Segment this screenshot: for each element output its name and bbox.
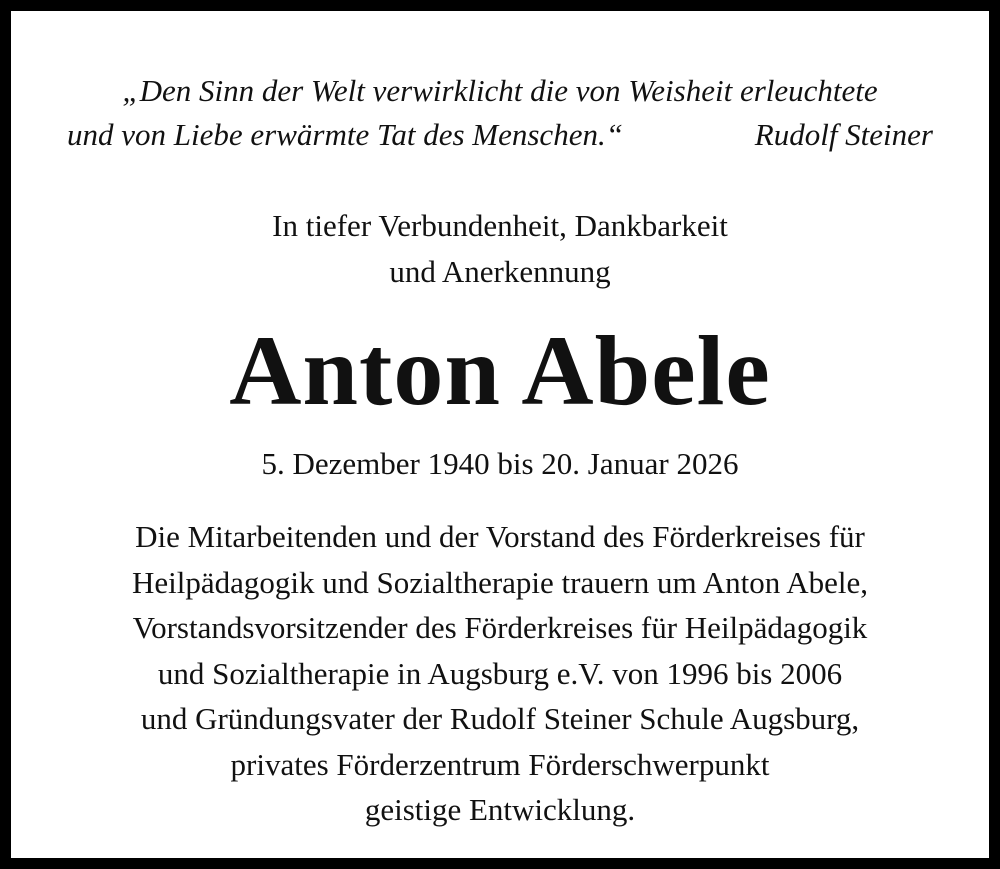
body-text	[11, 514, 989, 833]
quote-line-1: „Den Sinn der Welt verwirklicht die von Weisheit erleuchtete	[122, 73, 878, 108]
body-line: privates Förderzentrum Förderschwerpunkt	[230, 746, 770, 782]
quote-author: Rudolf Steiner	[754, 117, 933, 152]
body-line: Die Mitarbeitenden und der Vorstand des Förderkreises für	[135, 519, 865, 554]
body-line: und Gründungsvater der Rudolf Steiner Schule Augsburg,	[140, 701, 860, 736]
life-dates: 5. Dezember 1940 bis 20. Januar 2026	[261, 446, 739, 481]
body-line: Heilpädagogik und Sozialtherapie trauern um Anton Abele,	[131, 564, 869, 600]
body-line: Vorstandsvorsitzender des Förderkreises für Heilpädagogik	[132, 610, 868, 645]
quote	[11, 69, 989, 157]
intro-line: In tiefer Verbundenheit, Dankbarkeit	[272, 208, 728, 243]
body-line: und Sozialtherapie in Augsburg e.V. von 1996 bis 2006	[157, 655, 843, 691]
deceased-name: Anton Abele	[229, 315, 771, 426]
quote-line-2: und von Liebe erwärmte Tat des Menschen.“	[67, 117, 623, 152]
body-line: geistige Entwicklung.	[364, 792, 636, 827]
intro	[11, 203, 989, 295]
intro-line: und Anerkennung	[389, 254, 611, 289]
